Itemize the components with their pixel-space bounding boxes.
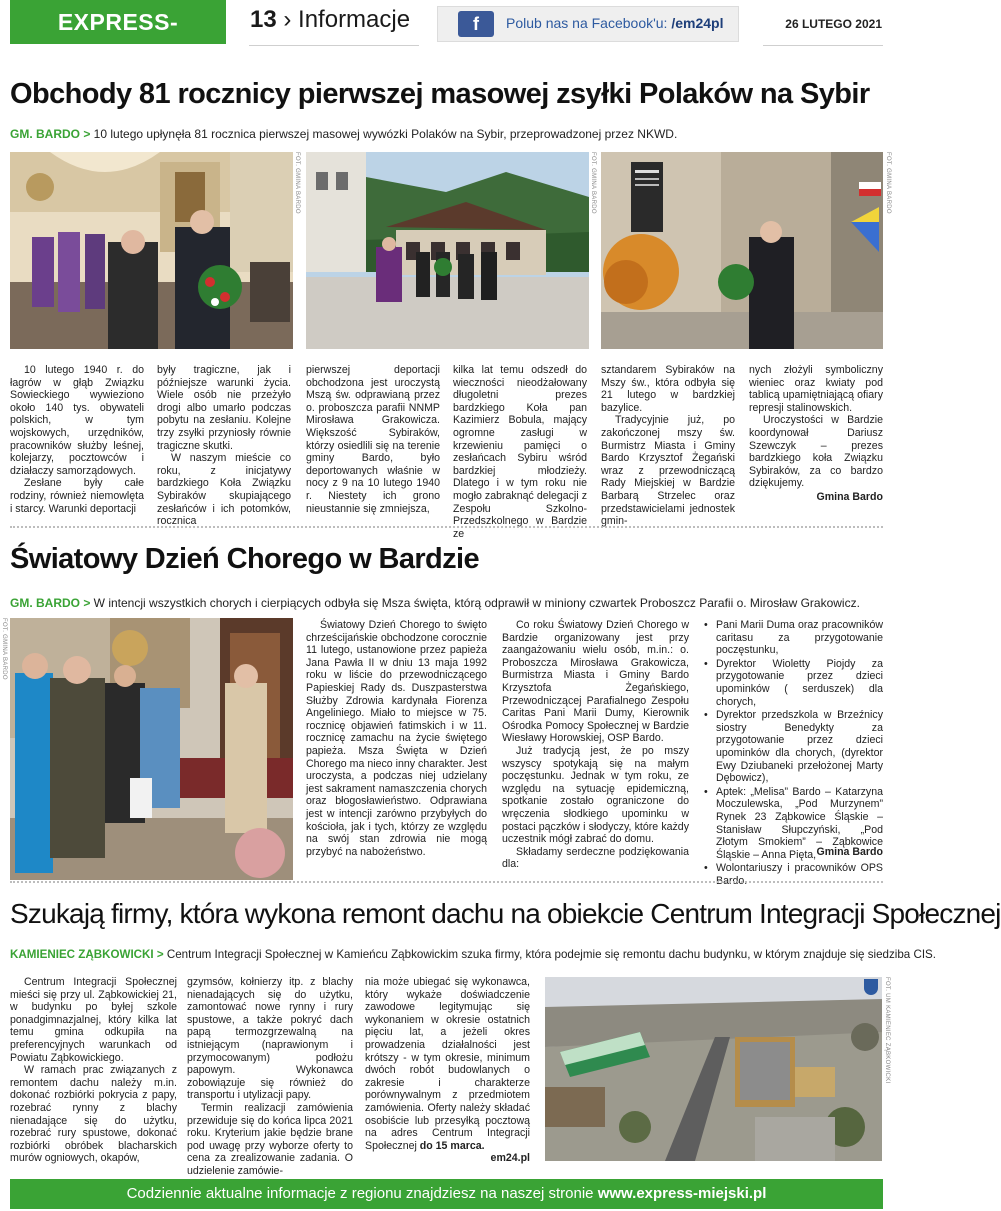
footer-text: Codziennie aktualne informacje z regionu znajdziesz na naszej stronie — [126, 1185, 598, 1202]
page-number: 13 — [250, 6, 277, 33]
thanks-item: • Aptek: „Melisa” Bardo – Katarzyna Moczulewska, „Pod Murzynem” Rynek 23 Ząbkowice Śląskie – Stanisław Słupczyński, „Pod Złotym Smokiem” – Ząbkowice Śląskie – Anna Pięta, — [714, 786, 883, 862]
thanks-item: • Dyrektor Wioletty Piojdy za przygotowanie przez dzieci upominków ( serduszek) dla chorych, — [714, 658, 883, 708]
photo-credit: FOT. GMINA BARDO — [1, 618, 7, 680]
offer-deadline: do 15 marca. — [419, 1139, 485, 1152]
article-2-location: GM. BARDO > — [10, 596, 91, 610]
facebook-handle[interactable]: /em24pl — [671, 15, 724, 31]
thanks-item: • Dyrektor przedszkola w Brzeźnicy siostry Benedykty za przygotowanie przez dzieci upominków dla chorych, (dyrektor Ewy Dziubaneki przełożonej Marty Dębowicz), — [714, 709, 883, 785]
footer-link[interactable]: www.express-miejski.pl — [597, 1185, 767, 1202]
article-2-column: Światowy Dzień Chorego to święto chrześcijańskie obchodzone corocznie 11 lutego, ustanowione przez papieża Jana Pawła II w dniu 13 maja 1992 roku w liście do przewodniczącego Papieskiej Rady ds. Duszpasterstwa Służby Zdrowia kardynała Fiorenza Angeliniego. Miało to miejsce w 75. rocznicę objawień fatimskich i w 11. rocznicę zamachu na życie świętego papieża. Msza Święta w Dzień Chorego ma nieco inny charakter. Jest uroczysta, a podczas niej udzielany jest sakrament namaszczenia chorych oraz błogosławieństwo. Odprawiana jest w intencji zarówno przybyłych do kościoła, jak i tych, którzy ze względu na swój stan zdrowia nie mogą przybyć na nabożeństwo. — [306, 619, 487, 858]
photo-credit: FOT. UM KAMIENIEC ZĄBKOWICKI — [884, 977, 890, 1084]
article-3-location: KAMIENIEC ZĄBKOWICKI > — [10, 948, 164, 961]
article-3-column: Centrum Integracji Społecznej mieści się przy ul. Ząbkowickiej 21, w budynku po byłej szkole ponadgimnazjalnej, który kilka lat temu gmina odkupiła na preferencyjnych warunkach od Powiatu Ząbkowickiego. W ramach prac związanych z remontem dachu należy m.in. dokonać rozbiórki pokrycia z papy, rozebrać rynny z blachy nienadające się do użytku, rozebrać rury spustowe, dokonać rozbiórki obróbek blacharskich murów ogniowych, okapów, — [10, 976, 177, 1165]
article-1-column: nych złożyli symboliczny wieniec oraz kwiaty pod tablicą upamiętniającą ofiary represji stalinowskich. Uroczystości w Bardzie koordynował Dariusz Szewczyk – prezes bardzkiego koła Związku Sybiraków, za co bardzo dziękujemy. — [749, 364, 883, 490]
photo-credit: FOT. GMINA BARDO — [294, 152, 300, 214]
facebook-text: Polub nas na Facebook'u: /em24pl — [506, 15, 724, 31]
header-rule — [249, 45, 419, 46]
article-1-column: były tragiczne, jak i późniejsze warunki życia. Wiele osób nie przeżyło drogi albo umarło podczas pobytu na zesłaniu. Kolejne trzy zsyłki przyniosły równie tragiczne skutki. W naszym mieście co roku, z inicjatywy bardzkiego Koła Związku Sybiraków skupiającego zesłańców i ich potomków, rocznica — [157, 364, 291, 528]
article-3-column: gzymsów, kołnierzy itp. z blachy nienadających się do użytku, zamontować nowe rynny i rury spustowe, a także pokryć dach papą termozgrzewalną na istniejącym (naprawionym i przymocowanym) podłożu papowym. Wykonawca zobowiązuje się również do transportu i utylizacji papy. Termin realizacji zamówienia przewiduje się do końca lipca 2021 roku. Kryterium jakie będzie brane pod uwagę przy wyborze oferty to cena za zrealizowanie zadania. O udzielenie zamówie- — [187, 976, 353, 1177]
article-1-column: pierwszej deportacji obchodzona jest uroczystą Mszą św. odprawianą przez o. proboszcza parafii NNMP Mirosława Grakowicza. Większość Sybiraków, którzy osiedlili się na terenie gminy Bardo, było deportowanych właśnie w nocy z 9 na 10 lutego 1940 r. Niestety ich grono nieustannie się zmniejsza, — [306, 364, 440, 515]
header-rule — [763, 45, 883, 46]
article-2-column: Co roku Światowy Dzień Chorego w Bardzie organizowany jest przy zaangażowaniu wielu osób, m.in.: o. Proboszcza Mirosława Grakowicza, Burmistrza Miasta i Gminy Bardo Krzysztofa Żegańskiego, Przewodniczącej Parafialnego Zespołu Caritas Pani Marii Dumy, Kierownik Ośrodka Pomocy Społecznej w Bardzie Wiesławy Horowskiej, OSP Bardo. Już tradycją jest, że po mszy wszyscy spotykają się na małym poczęstunku. Jednak w tym roku, ze względu na sytuację epidemiczną, spotkanie zostało ograniczone do wręczenia słodkiego upominku w postaci pączków i słodyczy, które każdy uczestnik mógł zabrać do domu. Składamy serdeczne podziękowania dla: — [502, 619, 689, 871]
photo-church-interior — [10, 152, 293, 349]
article-1-lead: GM. BARDO > 10 lutego upłynęła 81 rocznica pierwszej masowej wywózki Polaków na Sybir, przeprowadzonej przez NKWD. — [10, 127, 678, 141]
article-1-location: GM. BARDO > — [10, 127, 91, 141]
article-3-signature: em24.pl — [490, 1152, 530, 1164]
footer-banner — [10, 1179, 883, 1209]
brand-logo[interactable]: EXPRESS-MIEJSKI.PL — [10, 0, 226, 44]
facebook-like-icon: f — [458, 11, 494, 37]
article-1-column: sztandarem Sybiraków na Mszy św., która odbyła się 21 lutego w bardzkiej bazylice. Tradycyjnie już, po zakończonej mszy św. Burmistrz Miasta i Gminy Bardo Krzysztof Żegański wraz z przewodniczącą Rady Miejskiej w Bardzie Barbarą Strzelec oraz przedstawicielami jednostek gmin- — [601, 364, 735, 528]
photo-credit: FOT. GMINA BARDO — [885, 152, 891, 214]
article-1-signature: Gmina Bardo — [816, 491, 883, 503]
photo-credit: FOT. GMINA BARDO — [590, 152, 596, 214]
article-1-column: kilka lat temu odszedł do wieczności nieodżałowany długoletni prezes bardzkiego Koła pan Kazimierz Bobula, mający ogromne zasługi w krzewieniu pamięci o zesłańcach Sybiru wśród bardzkiej młodzieży. Dlatego i w tym roku nie mogło zabraknąć delegacji z Zespołu Szkolno-Przedszkolnego w Bardzie ze — [453, 364, 587, 540]
section-divider — [10, 881, 883, 883]
page-header — [250, 6, 410, 34]
article-3-title: Szukają firmy, która wykona remont dachu na obiekcie Centrum Integracji Społecznej — [10, 898, 1001, 929]
article-3-lead: KAMIENIEC ZĄBKOWICKI > Centrum Integracji Społecznej w Kamieńcu Ząbkowickim szuka firmy, która podejmie się remontu dachu budynku, w którym znajduje się siedziba CIS. — [10, 948, 937, 961]
photo-memorial-plaque — [601, 152, 883, 349]
coat-of-arms-icon — [864, 979, 878, 995]
article-2-signature: Gmina Bardo — [816, 846, 883, 858]
article-1-column: 10 lutego 1940 r. do łagrów w głąb Związku Sowieckiego wywieziono około 140 tys. obywateli polskich, w tym wojskowych, urzędników, pracowników służby leśnej, kolejarzy, pocztowców i działaczy samorządowych. Zesłane były całe rodziny, również niemowlęta i starcy. Warunki deportacji — [10, 364, 144, 515]
photo-aerial-cis-building — [545, 977, 882, 1161]
section-name: › Informacje — [283, 6, 411, 33]
section-divider — [10, 526, 883, 528]
article-2-lead: GM. BARDO > W intencji wszystkich chorych i cierpiących odbyła się Msza święta, którą odprawił w miniony czwartek Proboszcz Parafii o. Mirosław Grakowicz. — [10, 596, 860, 610]
thanks-item: • Pani Marii Duma oraz pracowników caritasu za przygotowanie poczęstunku, — [714, 619, 883, 657]
thanks-item: • Wolontariuszy i pracowników OPS Bardo. — [714, 862, 883, 887]
article-2-title: Światowy Dzień Chorego w Bardzie — [10, 543, 480, 575]
photo-mass-attendees — [10, 618, 293, 880]
facebook-banner[interactable] — [437, 6, 739, 42]
article-1-title: Obchody 81 rocznicy pierwszej masowej zsyłki Polaków na Sybir — [10, 78, 870, 110]
article-3-column: nia może ubiegać się wykonawca, który wykaże doświadczenie zawodowe legitymując się wykonaniem w okresie ostatnich pięciu lat, a jeżeli okres prowadzenia działalności jest krótszy - w tym okresie, minimum dwóch robót budowlanych o zakresie i charakterze porównywalnym z przedmiotem zamówienia. Oferty należy składać osobiście lub przesyłką pocztową na adres Centrum Integracji Społecznej do 15 marca. — [365, 976, 530, 1152]
photo-outdoor-ceremony — [306, 152, 589, 349]
issue-date: 26 LUTEGO 2021 — [785, 17, 882, 31]
